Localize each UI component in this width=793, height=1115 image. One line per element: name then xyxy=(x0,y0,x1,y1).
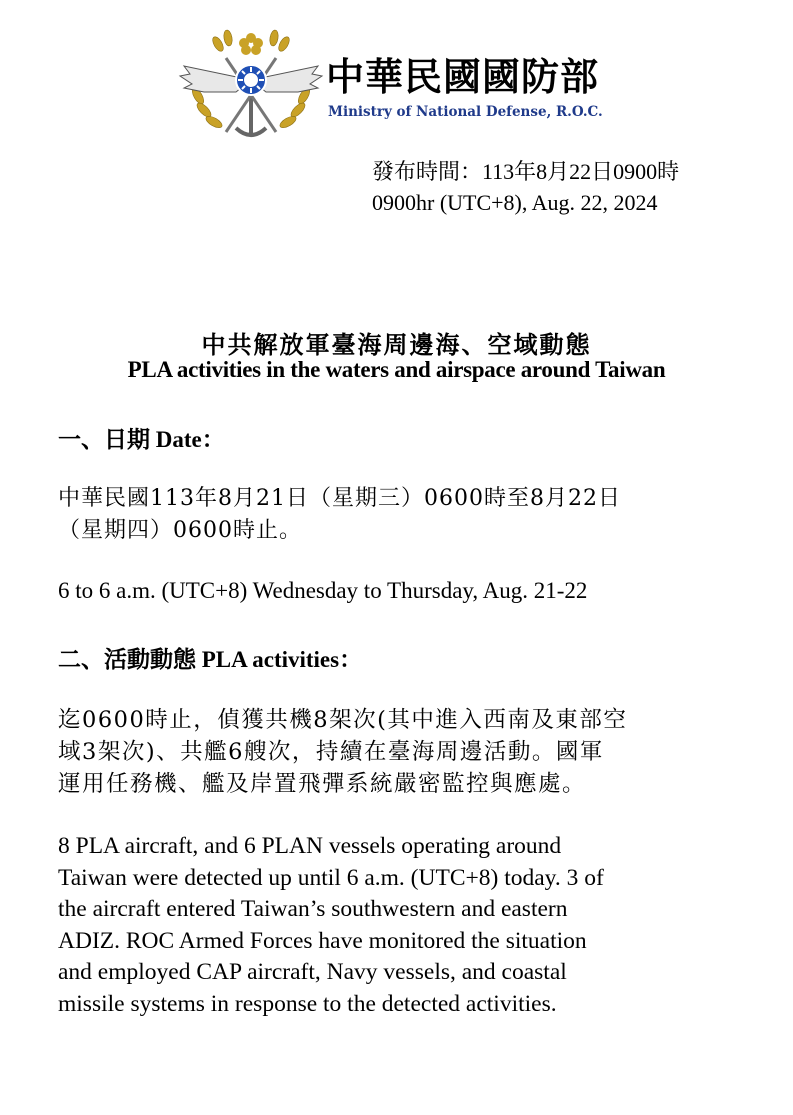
release-time xyxy=(372,156,679,218)
section-date-en: 6 to 6 a.m. (UTC+8) Wednesday to Thursday, Aug. 21-22 xyxy=(58,578,588,603)
activities-en-line: ADIZ. ROC Armed Forces have monitored the situation xyxy=(58,927,587,954)
activities-en-line: 8 PLA aircraft, and 6 PLAN vessels operating around xyxy=(58,833,562,859)
activities-zh-line: 域3架次)、共艦6艘次，持續在臺海周邊活動。國軍 xyxy=(58,739,604,765)
activities-zh-line: 運用任務機、艦及岸置飛彈系統嚴密監控與應處。 xyxy=(58,771,587,797)
date-zh-line: 中華民國113年8月21日（星期三）0600時至8月22日 xyxy=(58,486,621,511)
activities-en-line: Taiwan were detected up until 6 a.m. (UTC+8) today. 3 of xyxy=(58,864,604,891)
release-time-zh: 發布時間：113年8月22日0900時 xyxy=(372,159,680,184)
page-title-en: PLA activities in the waters and airspace around Taiwan xyxy=(127,357,666,382)
release-time-en: 0900hr (UTC+8), Aug. 22, 2024 xyxy=(372,190,658,215)
section-activities-en xyxy=(58,831,758,1020)
activities-en-line: the aircraft entered Taiwan’s southwestern and eastern xyxy=(58,896,568,922)
section-activities-zh xyxy=(58,704,758,800)
section-date-zh xyxy=(58,483,758,547)
page-title-zh: 中共解放軍臺海周邊海、空域動態 xyxy=(201,330,592,359)
org-name-en: Ministry of National Defense, R.O.C. xyxy=(328,104,603,120)
activities-zh-line: 迄0600時止，偵獲共機8架次(其中進入西南及東部空 xyxy=(58,707,628,733)
date-zh-line: （星期四）0600時止。 xyxy=(58,518,302,543)
activities-en-line: and employed CAP aircraft, Navy vessels, and coastal xyxy=(58,959,567,985)
mnd-emblem-icon xyxy=(176,28,326,143)
section-date-heading: 一、日期 Date： xyxy=(58,427,225,452)
org-name-zh: 中華民國國防部 xyxy=(326,55,600,99)
activities-en-line: missile systems in response to the detected activities. xyxy=(58,990,557,1017)
section-activities-heading: 二、活動動態 PLA activities： xyxy=(58,647,363,672)
